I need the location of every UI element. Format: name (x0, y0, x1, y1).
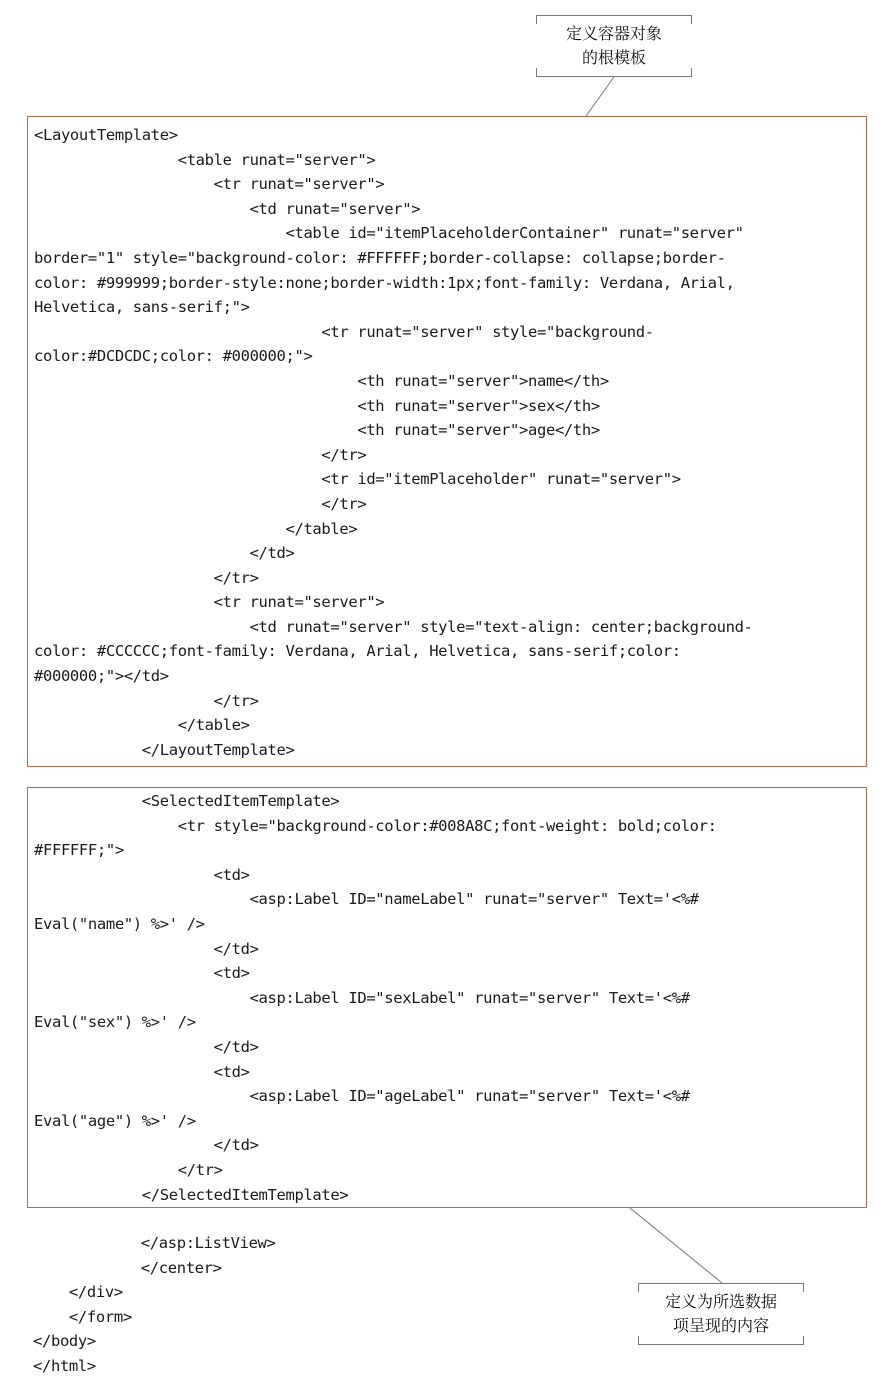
code-line: Eval("name") %>' /> (34, 914, 205, 933)
code-line: Helvetica, sans-serif;"> (34, 298, 250, 317)
code-line: color: #CCCCCC;font-family: Verdana, Arial, Helvetica, sans-serif;color: (34, 642, 681, 661)
selected-item-template-code (34, 789, 717, 1207)
code-line: <table runat="server"> (34, 150, 376, 169)
code-line: </tr> (34, 691, 259, 710)
code-line: <td> (34, 865, 250, 884)
code-line: </table> (34, 716, 250, 735)
callout-selected-item (638, 1283, 804, 1345)
code-line: <td runat="server" style="text-align: center;background- (34, 617, 753, 636)
code-line: Eval("age") %>' /> (34, 1111, 196, 1130)
code-line: </td> (34, 1136, 259, 1155)
code-line: <SelectedItemTemplate> (34, 792, 340, 810)
code-line: </table> (34, 519, 358, 538)
code-line: </asp:ListView> (33, 1234, 276, 1252)
code-line: color: #999999;border-style:none;border-width:1px;font-family: Verdana, Arial, (34, 273, 735, 292)
code-line: <td> (34, 964, 250, 983)
code-line: <LayoutTemplate> (34, 126, 178, 144)
code-line: </center> (33, 1258, 222, 1277)
code-line: <th runat="server">name</th> (34, 371, 609, 390)
code-line: </td> (34, 1037, 259, 1056)
code-line: <tr style="background-color:#008A8C;font-weight: bold;color: (34, 816, 717, 835)
code-line: <asp:Label ID="ageLabel" runat="server" Text='<%# (34, 1087, 690, 1106)
code-line: #000000;"></td> (34, 667, 169, 686)
code-line: </div> (33, 1283, 123, 1302)
callout-top-line1: 定义容器对象 (565, 24, 662, 43)
callout-bottom-line1: 定义为所选数据 (664, 1292, 777, 1311)
top-callout-leader (586, 77, 614, 116)
code-line: </SelectedItemTemplate> (34, 1185, 349, 1204)
code-line: <tr runat="server" style="background- (34, 322, 654, 341)
code-line: </LayoutTemplate> (34, 740, 295, 759)
callout-bottom-line2: 项呈现的内容 (672, 1316, 769, 1335)
code-line: </html> (33, 1356, 96, 1375)
closing-tags-code (33, 1231, 276, 1379)
code-line: <asp:Label ID="nameLabel" runat="server" Text='<%# (34, 890, 699, 909)
code-line: <table id="itemPlaceholderContainer" runat="server" (34, 224, 744, 243)
code-line: <th runat="server">sex</th> (34, 396, 600, 415)
code-line: <th runat="server">age</th> (34, 421, 600, 440)
callout-top-line2: 的根模板 (581, 48, 646, 67)
code-line: <tr runat="server"> (34, 593, 385, 612)
code-line: Eval("sex") %>' /> (34, 1013, 196, 1032)
layout-template-code (34, 123, 753, 762)
bottom-callout-leader (630, 1208, 722, 1283)
code-line: color:#DCDCDC;color: #000000;"> (34, 347, 313, 366)
selected-item-template-box (27, 787, 867, 1208)
callout-root-template (536, 15, 692, 77)
code-line: <td runat="server"> (34, 199, 421, 218)
code-line: </td> (34, 544, 295, 563)
code-line: border="1" style="background-color: #FFFFFF;border-collapse: collapse;border- (34, 248, 726, 267)
code-line: </tr> (34, 568, 259, 587)
code-line: </tr> (34, 1160, 223, 1179)
code-line: </form> (33, 1307, 132, 1326)
code-line: <td> (34, 1062, 250, 1081)
code-line: <tr id="itemPlaceholder" runat="server"> (34, 470, 681, 489)
layout-template-box (27, 116, 867, 767)
code-line: </body> (33, 1332, 96, 1351)
code-line: <asp:Label ID="sexLabel" runat="server" Text='<%# (34, 988, 690, 1007)
code-line: <tr runat="server"> (34, 175, 385, 194)
code-line: </td> (34, 939, 259, 958)
code-line: #FFFFFF;"> (34, 841, 124, 860)
code-line: </tr> (34, 445, 367, 464)
code-line: </tr> (34, 494, 367, 513)
